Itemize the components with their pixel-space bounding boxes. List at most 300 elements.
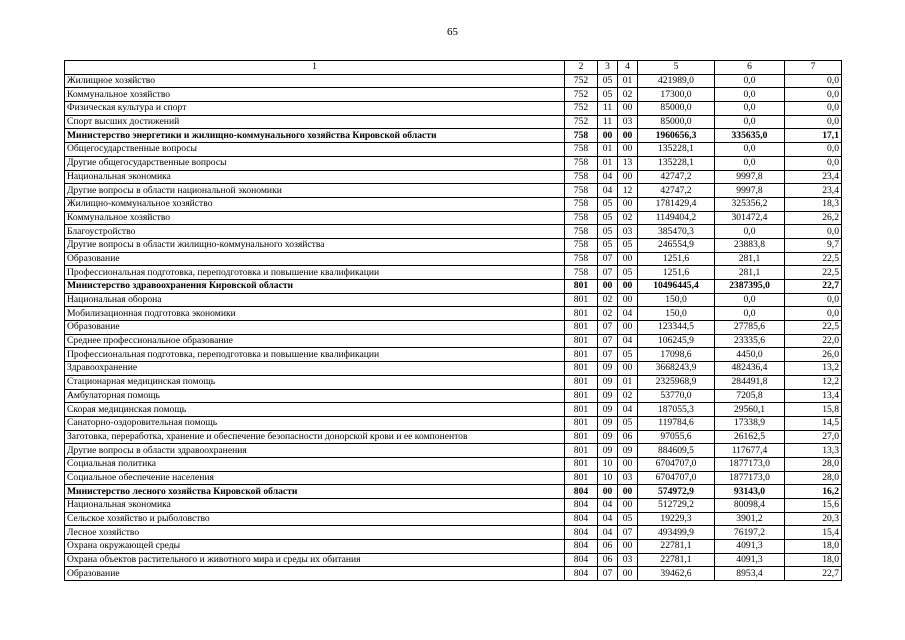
execution-percent: 0,0 (785, 143, 842, 157)
department-code: 804 (565, 540, 598, 554)
planned-amount: 187055,3 (638, 403, 715, 417)
planned-amount: 85000,0 (638, 102, 715, 116)
section-code: 04 (598, 526, 618, 540)
section-code: 02 (598, 307, 618, 321)
item-name: Министерство здравоохранения Кировской области (65, 280, 565, 294)
subsection-code: 00 (618, 293, 638, 307)
item-name: Спорт высших достижений (65, 115, 565, 129)
section-code: 01 (598, 143, 618, 157)
execution-percent: 27,0 (785, 430, 842, 444)
execution-percent: 28,0 (785, 457, 842, 471)
department-code: 758 (565, 225, 598, 239)
subsection-code: 00 (618, 252, 638, 266)
executed-amount: 4091,3 (715, 553, 785, 567)
section-code: 04 (598, 499, 618, 513)
item-name: Национальная экономика (65, 499, 565, 513)
planned-amount: 135228,1 (638, 143, 715, 157)
executed-amount: 4091,3 (715, 540, 785, 554)
section-code: 05 (598, 225, 618, 239)
department-code: 758 (565, 143, 598, 157)
executed-amount: 29560,1 (715, 403, 785, 417)
execution-percent: 0,0 (785, 115, 842, 129)
planned-amount: 421989,0 (638, 74, 715, 88)
department-code: 804 (565, 526, 598, 540)
section-code: 06 (598, 540, 618, 554)
execution-percent: 15,6 (785, 499, 842, 513)
column-header-6: 6 (715, 61, 785, 75)
section-code: 07 (598, 252, 618, 266)
department-code: 752 (565, 88, 598, 102)
section-code: 09 (598, 444, 618, 458)
department-code: 758 (565, 252, 598, 266)
executed-amount: 0,0 (715, 74, 785, 88)
table-row (65, 457, 842, 471)
execution-percent: 22,5 (785, 266, 842, 280)
executed-amount: 0,0 (715, 307, 785, 321)
planned-amount: 884609,5 (638, 444, 715, 458)
table-row (65, 416, 842, 430)
planned-amount: 123344,5 (638, 321, 715, 335)
section-code: 10 (598, 457, 618, 471)
item-name: Охрана объектов растительного и животного мира и среды их обитания (65, 553, 565, 567)
item-name: Физическая культура и спорт (65, 102, 565, 116)
department-code: 758 (565, 129, 598, 143)
planned-amount: 246554,9 (638, 238, 715, 252)
table-row (65, 266, 842, 280)
item-name: Министерство лесного хозяйства Кировской области (65, 485, 565, 499)
item-name: Общегосударственные вопросы (65, 143, 565, 157)
item-name: Другие вопросы в области национальной экономики (65, 184, 565, 198)
planned-amount: 22781,1 (638, 553, 715, 567)
department-code: 752 (565, 115, 598, 129)
department-code: 801 (565, 471, 598, 485)
planned-amount: 17098,6 (638, 348, 715, 362)
subsection-code: 00 (618, 457, 638, 471)
column-header-3: 3 (598, 61, 618, 75)
subsection-code: 00 (618, 485, 638, 499)
planned-amount: 39462,6 (638, 567, 715, 581)
execution-percent: 12,2 (785, 375, 842, 389)
executed-amount: 0,0 (715, 156, 785, 170)
subsection-code: 13 (618, 156, 638, 170)
planned-amount: 574972,9 (638, 485, 715, 499)
department-code: 804 (565, 499, 598, 513)
subsection-code: 00 (618, 321, 638, 335)
subsection-code: 03 (618, 471, 638, 485)
table-row (65, 115, 842, 129)
table-row (65, 403, 842, 417)
item-name: Среднее профессиональное образование (65, 334, 565, 348)
table-row (65, 88, 842, 102)
item-name: Национальная экономика (65, 170, 565, 184)
planned-amount: 1149404,2 (638, 211, 715, 225)
section-code: 05 (598, 74, 618, 88)
planned-amount: 385470,3 (638, 225, 715, 239)
executed-amount: 23883,8 (715, 238, 785, 252)
execution-percent: 13,2 (785, 362, 842, 376)
department-code: 752 (565, 102, 598, 116)
planned-amount: 2325968,9 (638, 375, 715, 389)
executed-amount: 3901,2 (715, 512, 785, 526)
subsection-code: 05 (618, 348, 638, 362)
item-name: Скорая медицинская помощь (65, 403, 565, 417)
planned-amount: 150,0 (638, 293, 715, 307)
subsection-code: 05 (618, 512, 638, 526)
planned-amount: 106245,9 (638, 334, 715, 348)
section-code: 10 (598, 471, 618, 485)
department-code: 804 (565, 567, 598, 581)
table-row (65, 143, 842, 157)
planned-amount: 512729,2 (638, 499, 715, 513)
section-code: 07 (598, 567, 618, 581)
subsection-code: 07 (618, 526, 638, 540)
column-header-4: 4 (618, 61, 638, 75)
table-row (65, 485, 842, 499)
section-code: 01 (598, 156, 618, 170)
subsection-code: 04 (618, 334, 638, 348)
section-code: 04 (598, 184, 618, 198)
section-code: 00 (598, 129, 618, 143)
section-code: 00 (598, 485, 618, 499)
section-code: 05 (598, 238, 618, 252)
department-code: 801 (565, 307, 598, 321)
executed-amount: 76197,2 (715, 526, 785, 540)
department-code: 804 (565, 553, 598, 567)
planned-amount: 3668243,9 (638, 362, 715, 376)
department-code: 801 (565, 375, 598, 389)
executed-amount: 0,0 (715, 88, 785, 102)
executed-amount: 335635,0 (715, 129, 785, 143)
execution-percent: 0,0 (785, 307, 842, 321)
table-row (65, 238, 842, 252)
planned-amount: 97055,6 (638, 430, 715, 444)
executed-amount: 301472,4 (715, 211, 785, 225)
table-row (65, 252, 842, 266)
item-name: Другие вопросы в области жилищно-коммунального хозяйства (65, 238, 565, 252)
subsection-code: 00 (618, 170, 638, 184)
table-row (65, 156, 842, 170)
table-row (65, 74, 842, 88)
planned-amount: 85000,0 (638, 115, 715, 129)
executed-amount: 93143,0 (715, 485, 785, 499)
executed-amount: 7205,8 (715, 389, 785, 403)
section-code: 04 (598, 170, 618, 184)
executed-amount: 2387395,0 (715, 280, 785, 294)
table-row (65, 567, 842, 581)
department-code: 801 (565, 348, 598, 362)
department-code: 758 (565, 266, 598, 280)
table-row (65, 362, 842, 376)
execution-percent: 18,3 (785, 197, 842, 211)
planned-amount: 53770,0 (638, 389, 715, 403)
planned-amount: 1781429,4 (638, 197, 715, 211)
department-code: 758 (565, 170, 598, 184)
item-name: Жилищно-коммунальное хозяйство (65, 197, 565, 211)
execution-percent: 23,4 (785, 184, 842, 198)
execution-percent: 0,0 (785, 293, 842, 307)
item-name: Мобилизационная подготовка экономики (65, 307, 565, 321)
department-code: 758 (565, 197, 598, 211)
execution-percent: 26,0 (785, 348, 842, 362)
executed-amount: 0,0 (715, 115, 785, 129)
planned-amount: 1960656,3 (638, 129, 715, 143)
execution-percent: 15,4 (785, 526, 842, 540)
planned-amount: 6704707,0 (638, 457, 715, 471)
execution-percent: 16,2 (785, 485, 842, 499)
table-row (65, 526, 842, 540)
execution-percent: 13,4 (785, 389, 842, 403)
execution-percent: 14,5 (785, 416, 842, 430)
section-code: 05 (598, 88, 618, 102)
subsection-code: 00 (618, 197, 638, 211)
subsection-code: 00 (618, 540, 638, 554)
table-row (65, 348, 842, 362)
planned-amount: 19229,3 (638, 512, 715, 526)
department-code: 758 (565, 238, 598, 252)
executed-amount: 281,1 (715, 266, 785, 280)
column-header-2: 2 (565, 61, 598, 75)
subsection-code: 04 (618, 403, 638, 417)
item-name: Министерство энергетики и жилищно-коммунального хозяйства Кировской области (65, 129, 565, 143)
executed-amount: 4450,0 (715, 348, 785, 362)
execution-percent: 22,5 (785, 321, 842, 335)
item-name: Сельское хозяйство и рыболовство (65, 512, 565, 526)
table-row (65, 471, 842, 485)
item-name: Жилищное хозяйство (65, 74, 565, 88)
executed-amount: 0,0 (715, 293, 785, 307)
execution-percent: 22,7 (785, 280, 842, 294)
section-code: 07 (598, 266, 618, 280)
table-row (65, 293, 842, 307)
execution-percent: 15,8 (785, 403, 842, 417)
section-code: 09 (598, 416, 618, 430)
execution-percent: 22,7 (785, 567, 842, 581)
executed-amount: 26162,5 (715, 430, 785, 444)
section-code: 07 (598, 321, 618, 335)
department-code: 801 (565, 321, 598, 335)
department-code: 758 (565, 156, 598, 170)
planned-amount: 42747,2 (638, 184, 715, 198)
subsection-code: 02 (618, 389, 638, 403)
department-code: 801 (565, 334, 598, 348)
execution-percent: 18,0 (785, 553, 842, 567)
table-row (65, 307, 842, 321)
execution-percent: 0,0 (785, 156, 842, 170)
table-row (65, 129, 842, 143)
subsection-code: 04 (618, 307, 638, 321)
table-row (65, 375, 842, 389)
item-name: Здравоохранение (65, 362, 565, 376)
execution-percent: 18,0 (785, 540, 842, 554)
subsection-code: 12 (618, 184, 638, 198)
item-name: Профессиональная подготовка, переподготовка и повышение квалификации (65, 266, 565, 280)
executed-amount: 23335,6 (715, 334, 785, 348)
planned-amount: 119784,6 (638, 416, 715, 430)
department-code: 758 (565, 211, 598, 225)
column-header-7: 7 (785, 61, 842, 75)
item-name: Стационарная медицинская помощь (65, 375, 565, 389)
subsection-code: 00 (618, 499, 638, 513)
executed-amount: 8953,4 (715, 567, 785, 581)
section-code: 11 (598, 115, 618, 129)
table-row (65, 499, 842, 513)
budget-table (64, 60, 842, 581)
section-code: 11 (598, 102, 618, 116)
table-row (65, 321, 842, 335)
executed-amount: 0,0 (715, 225, 785, 239)
department-code: 801 (565, 293, 598, 307)
table-row (65, 211, 842, 225)
section-code: 05 (598, 197, 618, 211)
item-name: Санаторно-оздоровительная помощь (65, 416, 565, 430)
department-code: 801 (565, 444, 598, 458)
section-code: 02 (598, 293, 618, 307)
table-row (65, 197, 842, 211)
executed-amount: 284491,8 (715, 375, 785, 389)
table-row (65, 280, 842, 294)
execution-percent: 22,5 (785, 252, 842, 266)
department-code: 804 (565, 512, 598, 526)
planned-amount: 10496445,4 (638, 280, 715, 294)
execution-percent: 20,3 (785, 512, 842, 526)
section-code: 09 (598, 403, 618, 417)
section-code: 00 (598, 280, 618, 294)
subsection-code: 06 (618, 430, 638, 444)
section-code: 04 (598, 512, 618, 526)
execution-percent: 0,0 (785, 74, 842, 88)
header-row (65, 61, 842, 75)
item-name: Социальное обеспечение населения (65, 471, 565, 485)
subsection-code: 00 (618, 129, 638, 143)
table-row (65, 540, 842, 554)
subsection-code: 05 (618, 238, 638, 252)
subsection-code: 03 (618, 553, 638, 567)
item-name: Благоустройство (65, 225, 565, 239)
department-code: 801 (565, 362, 598, 376)
subsection-code: 00 (618, 102, 638, 116)
executed-amount: 17338,9 (715, 416, 785, 430)
executed-amount: 1877173,0 (715, 471, 785, 485)
table-row (65, 102, 842, 116)
planned-amount: 1251,6 (638, 266, 715, 280)
table-row (65, 430, 842, 444)
planned-amount: 135228,1 (638, 156, 715, 170)
department-code: 801 (565, 416, 598, 430)
planned-amount: 22781,1 (638, 540, 715, 554)
section-code: 07 (598, 348, 618, 362)
table-row (65, 225, 842, 239)
planned-amount: 42747,2 (638, 170, 715, 184)
table-row (65, 389, 842, 403)
section-code: 09 (598, 375, 618, 389)
item-name: Коммунальное хозяйство (65, 211, 565, 225)
subsection-code: 00 (618, 362, 638, 376)
department-code: 801 (565, 430, 598, 444)
subsection-code: 01 (618, 375, 638, 389)
department-code: 801 (565, 389, 598, 403)
execution-percent: 9,7 (785, 238, 842, 252)
execution-percent: 0,0 (785, 88, 842, 102)
planned-amount: 6704707,0 (638, 471, 715, 485)
department-code: 758 (565, 184, 598, 198)
table-row (65, 444, 842, 458)
execution-percent: 13,3 (785, 444, 842, 458)
column-header-5: 5 (638, 61, 715, 75)
item-name: Образование (65, 252, 565, 266)
section-code: 09 (598, 362, 618, 376)
table-row (65, 170, 842, 184)
subsection-code: 09 (618, 444, 638, 458)
table-row (65, 334, 842, 348)
executed-amount: 80098,4 (715, 499, 785, 513)
section-code: 09 (598, 430, 618, 444)
section-code: 05 (598, 211, 618, 225)
executed-amount: 27785,6 (715, 321, 785, 335)
department-code: 801 (565, 280, 598, 294)
execution-percent: 17,1 (785, 129, 842, 143)
executed-amount: 281,1 (715, 252, 785, 266)
item-name: Охрана окружающей среды (65, 540, 565, 554)
executed-amount: 9997,8 (715, 184, 785, 198)
item-name: Лесное хозяйство (65, 526, 565, 540)
execution-percent: 28,0 (785, 471, 842, 485)
subsection-code: 05 (618, 416, 638, 430)
execution-percent: 0,0 (785, 102, 842, 116)
department-code: 804 (565, 485, 598, 499)
executed-amount: 0,0 (715, 143, 785, 157)
table-body (65, 74, 842, 580)
planned-amount: 493499,9 (638, 526, 715, 540)
subsection-code: 02 (618, 211, 638, 225)
item-name: Другие общегосударственные вопросы (65, 156, 565, 170)
subsection-code: 03 (618, 115, 638, 129)
executed-amount: 9997,8 (715, 170, 785, 184)
planned-amount: 17300,0 (638, 88, 715, 102)
execution-percent: 26,2 (785, 211, 842, 225)
subsection-code: 00 (618, 143, 638, 157)
table-row (65, 553, 842, 567)
department-code: 801 (565, 403, 598, 417)
subsection-code: 02 (618, 88, 638, 102)
item-name: Социальная политика (65, 457, 565, 471)
item-name: Образование (65, 567, 565, 581)
page-number: 65 (447, 26, 458, 38)
item-name: Заготовка, переработка, хранение и обеспечение безопасности донорской крови и ее компонентов (65, 430, 565, 444)
subsection-code: 01 (618, 74, 638, 88)
execution-percent: 22,0 (785, 334, 842, 348)
section-code: 09 (598, 389, 618, 403)
subsection-code: 00 (618, 567, 638, 581)
planned-amount: 1251,6 (638, 252, 715, 266)
subsection-code: 05 (618, 266, 638, 280)
item-name: Коммунальное хозяйство (65, 88, 565, 102)
column-header-1: 1 (65, 61, 565, 75)
item-name: Другие вопросы в области здравоохранения (65, 444, 565, 458)
item-name: Амбулаторная помощь (65, 389, 565, 403)
executed-amount: 1877173,0 (715, 457, 785, 471)
executed-amount: 117677,4 (715, 444, 785, 458)
department-code: 801 (565, 457, 598, 471)
section-code: 06 (598, 553, 618, 567)
execution-percent: 0,0 (785, 225, 842, 239)
item-name: Профессиональная подготовка, переподготовка и повышение квалификации (65, 348, 565, 362)
executed-amount: 325356,2 (715, 197, 785, 211)
execution-percent: 23,4 (785, 170, 842, 184)
subsection-code: 00 (618, 280, 638, 294)
item-name: Образование (65, 321, 565, 335)
executed-amount: 0,0 (715, 102, 785, 116)
section-code: 07 (598, 334, 618, 348)
